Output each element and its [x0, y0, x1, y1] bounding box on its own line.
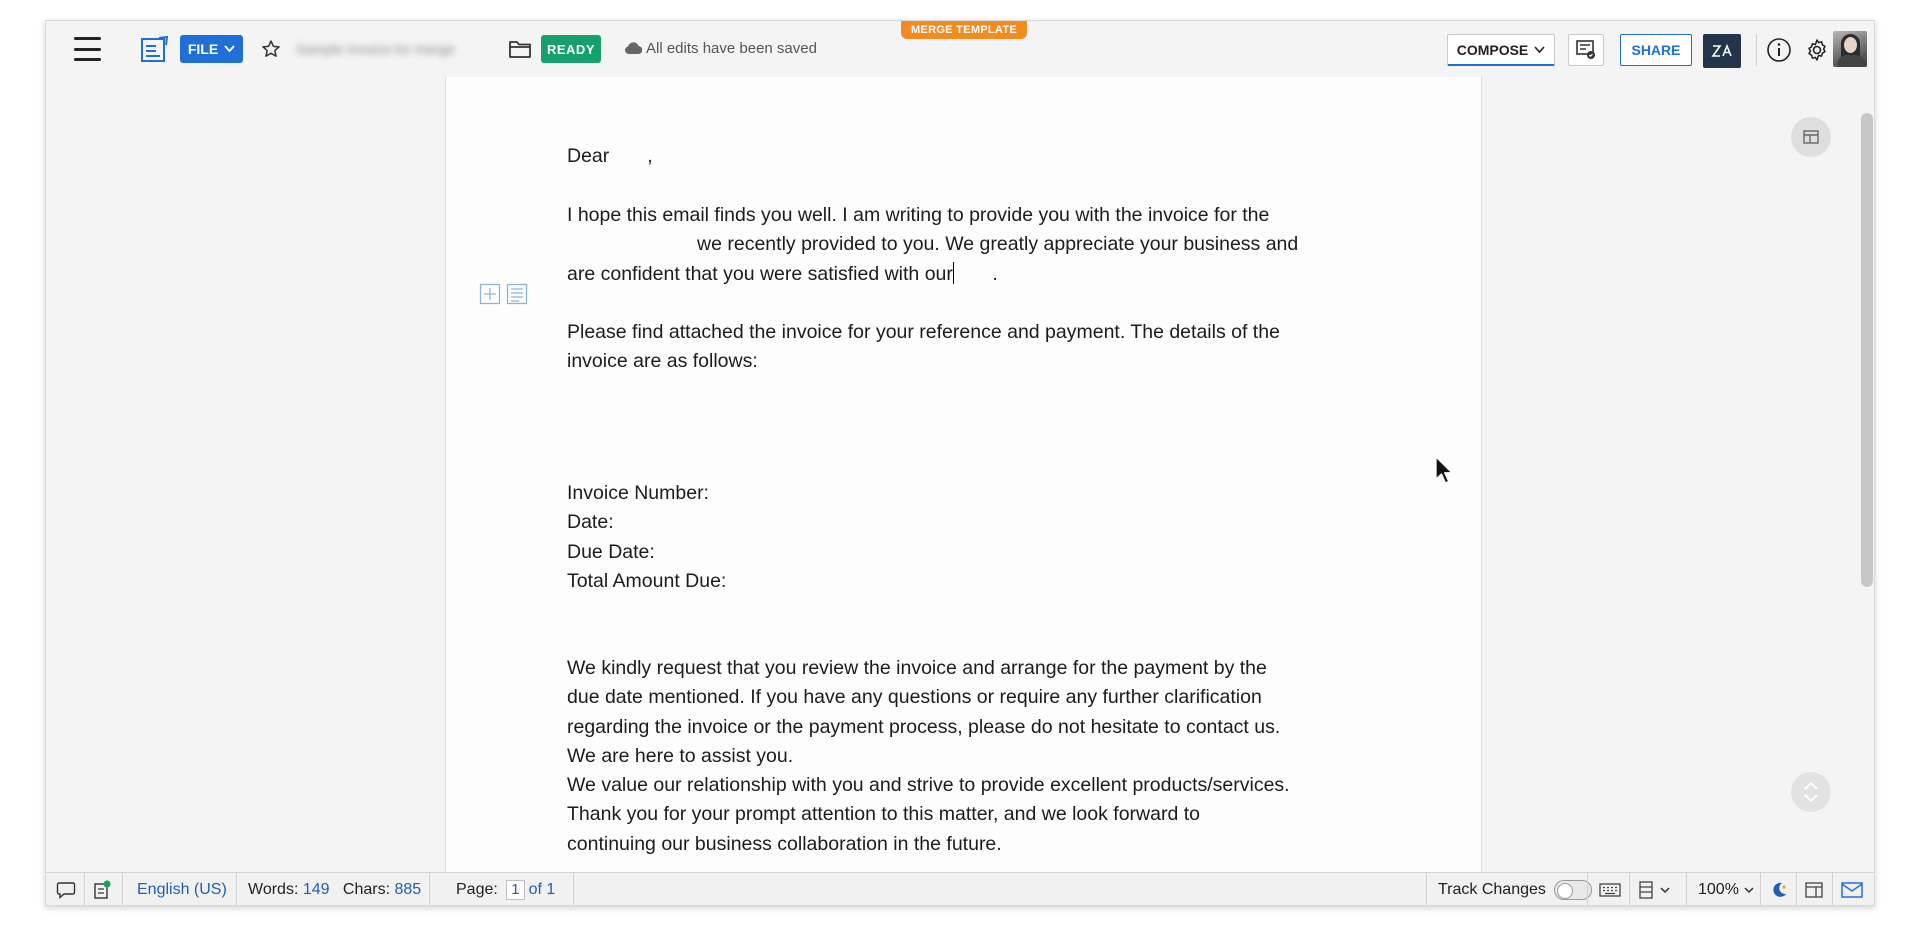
page-current[interactable]: 1	[506, 880, 524, 900]
zoom-value: 100%	[1698, 881, 1739, 898]
text-line: We kindly request that you review the invoice and arrange for the payment by the	[567, 657, 1267, 679]
toolbar-divider	[1756, 34, 1757, 66]
focus-view-icon[interactable]	[1803, 873, 1825, 906]
zia-assistant-icon[interactable]	[1703, 34, 1741, 68]
merge-template-tag[interactable]: MERGE TEMPLATE	[901, 21, 1027, 39]
paragraph-tools	[479, 283, 528, 305]
text-line-caret	[567, 260, 1397, 289]
detail-total-amount: Total Amount Due:	[567, 569, 727, 592]
layout-panel-icon[interactable]	[1791, 117, 1831, 157]
document-page[interactable]	[445, 77, 1482, 872]
keyboard-icon[interactable]	[1597, 873, 1623, 906]
track-changes-toggle[interactable]	[1438, 873, 1592, 906]
save-status-text: All edits have been saved	[646, 39, 817, 57]
comment-icon[interactable]	[54, 873, 78, 906]
text-line: regarding the invoice or the payment process, please do not hesitate to contact us.	[567, 715, 1281, 738]
detail-date: Date:	[567, 511, 614, 534]
paragraph-format-icon[interactable]	[506, 283, 528, 305]
status-divider	[1587, 873, 1588, 906]
detail-due-date: Due Date:	[567, 540, 655, 563]
vertical-scrollbar[interactable]	[1861, 113, 1873, 587]
greeting-line	[567, 142, 1397, 171]
chevron-down-icon	[1534, 46, 1545, 54]
status-divider	[1426, 873, 1427, 906]
menu-hamburger-icon[interactable]	[72, 37, 102, 61]
info-icon[interactable]	[1764, 35, 1794, 65]
status-divider	[84, 873, 85, 906]
language-selector[interactable]: English (US)	[137, 881, 227, 898]
text-line: Thank you for your prompt attention to this matter, and we look forward to	[567, 803, 1200, 826]
document-icon[interactable]	[140, 35, 170, 63]
invoice-details	[567, 479, 1397, 596]
user-avatar[interactable]	[1833, 31, 1867, 67]
share-button[interactable]: SHARE	[1620, 34, 1692, 66]
spellcheck-icon[interactable]	[90, 873, 114, 906]
page-layout-icon	[1638, 881, 1654, 899]
page-label: Page:	[456, 881, 498, 898]
text-line: invoice are as follows:	[567, 350, 758, 373]
scroll-navigation-icon[interactable]	[1791, 772, 1831, 812]
compose-button[interactable]	[1447, 34, 1555, 66]
status-bar	[46, 872, 1874, 906]
cloud-saved-icon	[622, 37, 644, 59]
page-total: of 1	[528, 881, 556, 898]
chars-label: Chars:	[342, 881, 391, 898]
status-divider	[1832, 873, 1833, 906]
chars-value: 885	[394, 881, 422, 898]
text-line: we recently provided to you. We greatly appreciate your business and	[567, 233, 1299, 256]
status-divider	[236, 873, 237, 906]
night-mode-icon[interactable]	[1768, 873, 1790, 906]
top-toolbar	[46, 21, 1874, 77]
status-divider	[1760, 873, 1761, 906]
status-divider	[1796, 873, 1797, 906]
folder-icon[interactable]	[506, 35, 534, 63]
status-divider	[1629, 873, 1630, 906]
page-indicator[interactable]	[456, 873, 555, 906]
text-line: We value our relationship with you and strive to provide excellent products/services.	[567, 774, 1290, 797]
text-line: I hope this email finds you well. I am writing to provide you with the invoice for the	[567, 204, 1270, 226]
status-divider	[1686, 873, 1687, 906]
text-segment: .	[954, 262, 998, 285]
text-line: We are here to assist you.	[567, 744, 794, 767]
star-icon[interactable]	[258, 36, 284, 62]
status-divider	[122, 873, 123, 906]
file-menu-button[interactable]	[180, 35, 243, 63]
text-segment: are confident that you were satisfied with our	[567, 262, 953, 285]
chevron-down-icon	[1744, 887, 1754, 894]
greeting-text: Dear ,	[567, 145, 653, 167]
word-count[interactable]	[248, 873, 421, 906]
app-window	[45, 20, 1875, 906]
paragraph-intro	[567, 201, 1397, 289]
paragraph-attachment	[567, 318, 1397, 377]
status-divider	[573, 873, 574, 906]
mail-merge-icon[interactable]	[1839, 873, 1865, 906]
compose-label: COMPOSE	[1456, 41, 1529, 58]
detail-invoice-number: Invoice Number:	[567, 482, 709, 504]
text-line: Please find attached the invoice for your reference and payment. The details of the	[567, 321, 1280, 343]
text-line: continuing our business collaboration in the future.	[567, 832, 1002, 855]
document-title[interactable]: Sample invoice for merge	[296, 41, 455, 57]
review-comment-icon[interactable]	[1568, 34, 1604, 66]
track-changes-label: Track Changes	[1438, 881, 1546, 898]
status-badge[interactable]: READY	[541, 35, 601, 63]
gear-icon[interactable]	[1802, 35, 1832, 65]
text-line: due date mentioned. If you have any questions or require any further clarification	[567, 686, 1262, 709]
mouse-pointer-icon	[1434, 455, 1454, 485]
chevron-down-icon	[1660, 887, 1670, 894]
page-layout-selector[interactable]	[1638, 873, 1678, 906]
chevron-down-icon	[224, 45, 235, 53]
words-value: 149	[302, 881, 330, 898]
status-divider	[429, 873, 430, 906]
add-block-icon[interactable]	[479, 283, 501, 305]
zoom-selector[interactable]	[1698, 873, 1754, 906]
paragraph-closing	[567, 654, 1397, 859]
words-label: Words:	[248, 881, 299, 898]
file-label: FILE	[187, 41, 219, 57]
